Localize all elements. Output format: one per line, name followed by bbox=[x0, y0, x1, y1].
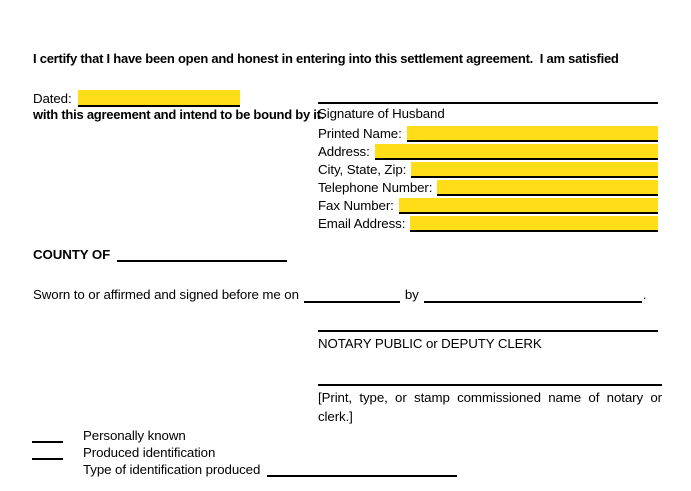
notary-signature-block[interactable] bbox=[318, 330, 658, 351]
dated-label: Dated: bbox=[33, 91, 72, 106]
fax-number-field[interactable] bbox=[399, 198, 658, 214]
city-state-zip-row bbox=[318, 160, 658, 178]
sworn-row bbox=[33, 287, 646, 303]
identification-type-row bbox=[83, 461, 457, 477]
identification-type-field[interactable] bbox=[267, 461, 457, 477]
personally-known-row bbox=[32, 427, 186, 443]
produced-identification-checkline[interactable] bbox=[32, 443, 63, 460]
dated-field[interactable] bbox=[78, 90, 240, 107]
city-state-zip-label: City, State, Zip: bbox=[318, 162, 407, 177]
address-field[interactable] bbox=[375, 144, 658, 160]
county-row bbox=[33, 246, 287, 262]
address-row bbox=[318, 142, 658, 160]
email-label: Email Address: bbox=[318, 216, 406, 231]
produced-identification-row bbox=[32, 444, 215, 460]
personally-known-label: Personally known bbox=[83, 428, 186, 443]
county-name-field[interactable] bbox=[117, 246, 287, 262]
email-address-field[interactable] bbox=[410, 216, 658, 232]
certification-line-2: with this agreement and intend to be bound by it. bbox=[33, 106, 325, 122]
produced-identification-label: Produced identification bbox=[83, 445, 216, 460]
email-row bbox=[318, 214, 658, 232]
telephone-label: Telephone Number: bbox=[318, 180, 433, 195]
telephone-row bbox=[318, 178, 658, 196]
printed-name-label: Printed Name: bbox=[318, 126, 402, 141]
sworn-prefix: Sworn to or affirmed and signed before me on bbox=[33, 287, 299, 302]
sworn-by-field[interactable] bbox=[424, 287, 642, 303]
certification-line-1: I certify that I have been open and honest in entering into this settlement agreement. I am satisfied bbox=[33, 51, 619, 66]
county-label: COUNTY OF bbox=[33, 247, 111, 262]
dated-row bbox=[33, 89, 240, 107]
telephone-number-field[interactable] bbox=[437, 180, 658, 196]
fax-row bbox=[318, 196, 658, 214]
city-state-zip-field[interactable] bbox=[411, 162, 658, 178]
printed-name-row bbox=[318, 124, 658, 142]
notary-stamp-note: [Print, type, or stamp commissioned name of notary or clerk.] bbox=[318, 390, 662, 424]
fax-label: Fax Number: bbox=[318, 198, 394, 213]
address-label: Address: bbox=[318, 144, 370, 159]
identification-type-label: Type of identification produced bbox=[83, 462, 261, 477]
signature-caption: Signature of Husband bbox=[318, 106, 445, 121]
printed-name-field[interactable] bbox=[407, 126, 658, 142]
notary-printed-name-block[interactable] bbox=[318, 384, 662, 426]
sworn-date-field[interactable] bbox=[304, 287, 400, 303]
sworn-suffix: . bbox=[642, 287, 647, 302]
husband-signature-block bbox=[318, 102, 658, 232]
personally-known-checkline[interactable] bbox=[32, 426, 63, 443]
notary-caption: NOTARY PUBLIC or DEPUTY CLERK bbox=[318, 336, 542, 351]
sworn-connector: by bbox=[404, 287, 419, 302]
